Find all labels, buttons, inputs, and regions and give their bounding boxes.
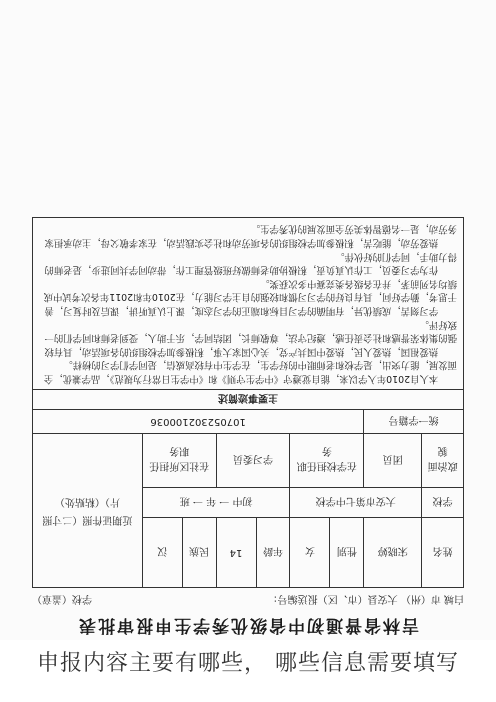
deeds-paragraph: 本人自2010年入学以来，能自觉遵守《中学生守则》和《中学生日常行为规范》，品学兼优，全面发展，能力突出，是学校和老师眼中的好学生，在学生中有较高威信，是同学们学习的榜样。	[44, 359, 457, 384]
name-label: 姓名	[422, 518, 464, 588]
community-label: 在社区所担任职务	[142, 434, 216, 488]
gender-label: 性别	[330, 518, 364, 588]
document-title: 吉林省普通初中省级优秀学生申报审批表	[77, 615, 419, 635]
grade-value: 初中 一 年 一 班	[142, 488, 290, 518]
rotated-document	[28, 56, 468, 640]
political-label: 政治面貌	[422, 434, 464, 488]
photo-box: 近期证件照（二寸照片）（粘贴处）	[33, 434, 143, 588]
document-meta	[32, 593, 464, 608]
ethnicity-value: 汉	[142, 518, 182, 588]
deeds-paragraph: 热爱劳动，能吃苦，积极参加学校组织的各项劳动和社会实践活动，在家孝敬父母，主动承担家务劳动，是一名德智体美劳全面发展的优秀学生。	[44, 223, 457, 249]
political-value: 团员	[364, 434, 422, 488]
application-form	[32, 217, 464, 588]
deeds-paragraph: 学习刻苦，成绩优异，有明确的学习目标和端正的学习态度，课上认真听讲，课后及时复习，善于思考，勤学好问，具有良好的学习习惯和较强的自主学习能力，在2010年和2011年各次考试中成绩均名列前茅，并在各级各类竞赛中多次获奖。	[43, 277, 457, 317]
student-id-label: 统一学籍号	[364, 410, 464, 434]
age-label: 年龄	[256, 518, 290, 588]
deeds-heading: 主要事迹简述	[33, 390, 464, 410]
position-value: 学习委员	[216, 434, 290, 488]
name-value: 宋晓婷	[364, 518, 422, 588]
student-id-value: 107052302100036	[33, 410, 364, 434]
age-value: 14	[216, 518, 256, 588]
school-stamp-label: 学校（盖章）	[32, 593, 92, 604]
school-label: 学校	[422, 488, 464, 518]
region-line: 白城 市（州） 大安县（市、区）报送编号：	[267, 593, 464, 604]
ethnicity-label: 民族	[182, 518, 216, 588]
position-label: 在学校担任职务	[290, 434, 364, 488]
caption: 申报内容主要有哪些， 哪些信息需要填写	[37, 651, 459, 676]
gender-value: 女	[290, 518, 330, 588]
deeds-text	[33, 217, 464, 389]
school-value: 大安市第七中学校	[290, 488, 422, 518]
deeds-paragraph: 热爱祖国，热爱人民，热爱中国共产党，关心国家大事，积极参加学校组织的各项活动，具有较强的集体荣誉感和社会责任感，遵纪守法，尊敬师长，团结同学，乐于助人，受到老师和同学们的一致好评。	[44, 318, 457, 357]
deeds-paragraph: 作为学习委员，工作认真负责，积极协助老师做好班级管理工作，带动同学共同进步，是老师的得力助手，同学们的好伙伴。	[44, 250, 457, 276]
